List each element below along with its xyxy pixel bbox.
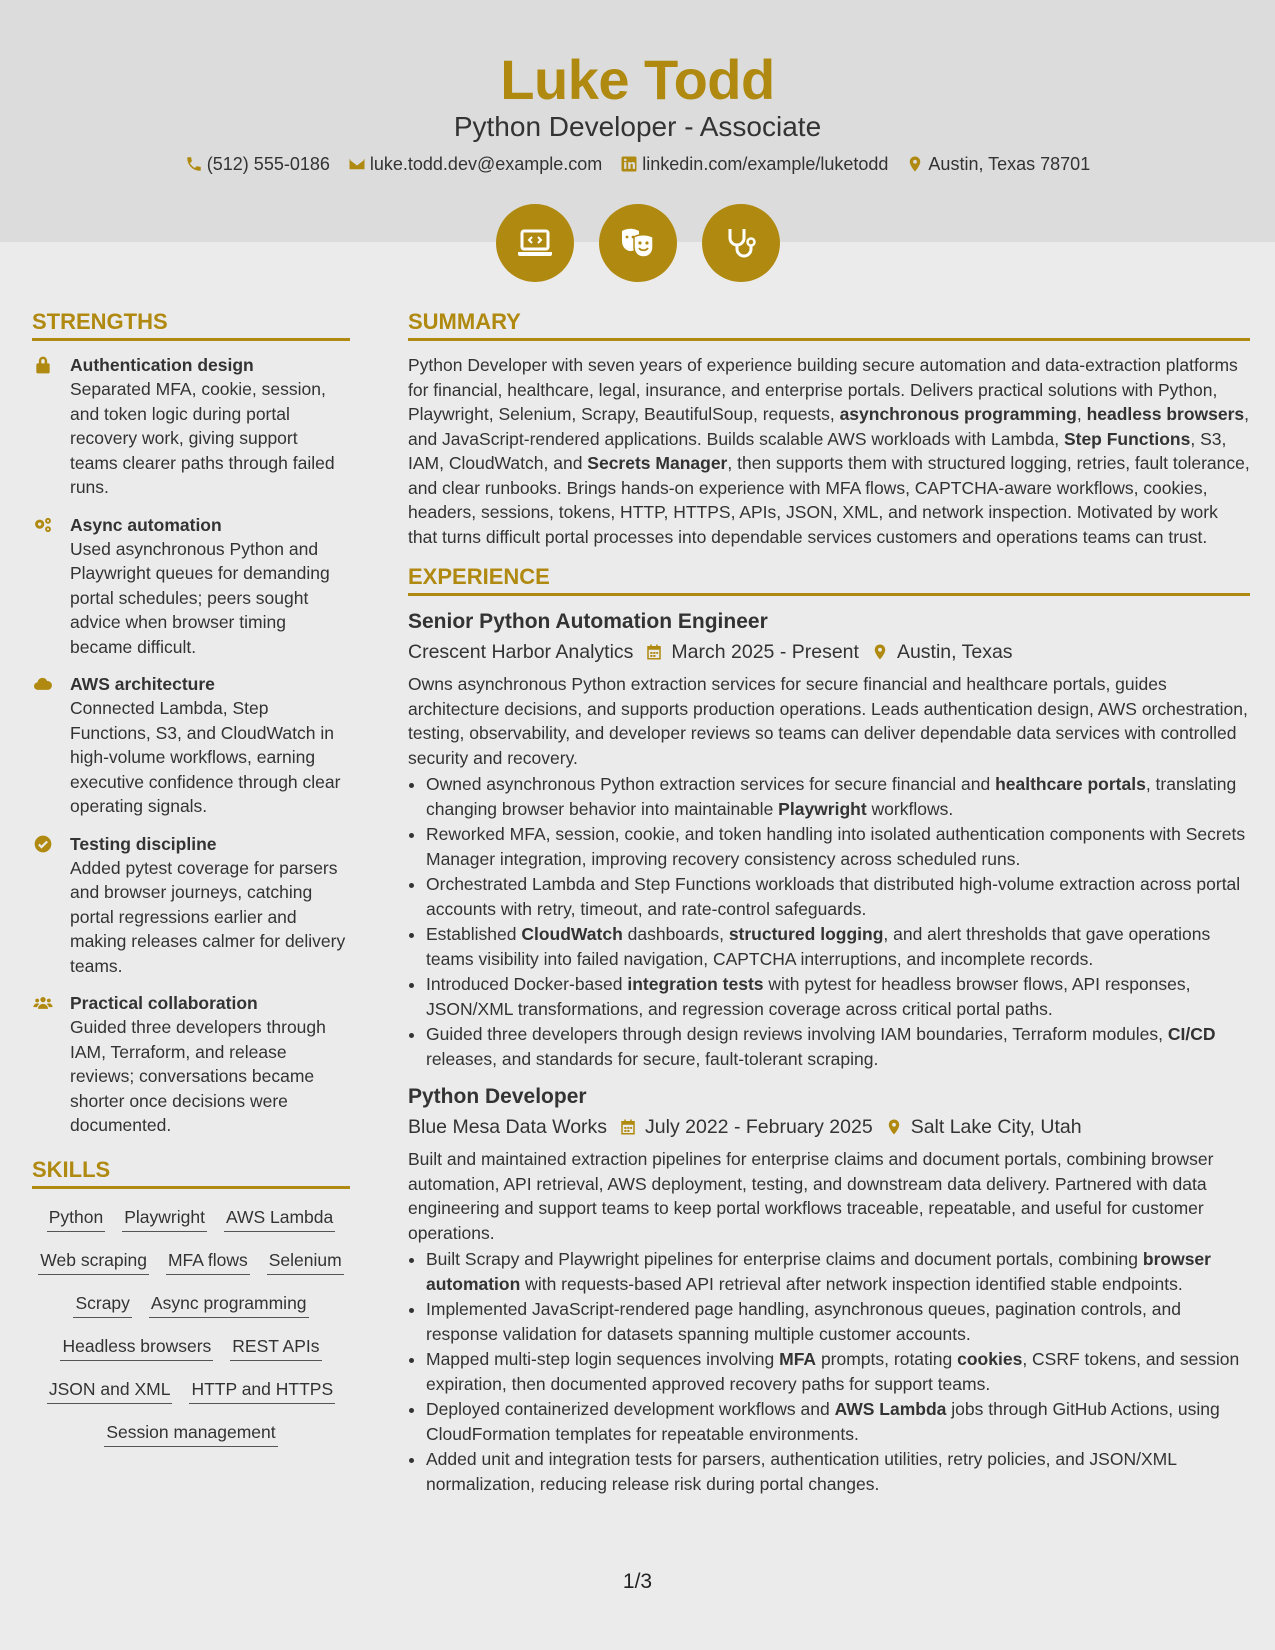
text-run: Established bbox=[426, 924, 522, 944]
users-icon bbox=[32, 993, 54, 1013]
bold-phrase: headless browsers bbox=[1086, 404, 1245, 424]
badge-masks bbox=[599, 204, 677, 282]
bold-phrase: CloudWatch bbox=[521, 924, 623, 944]
contact-location bbox=[906, 152, 1090, 176]
text-run: Built Scrapy and Playwright pipelines for enterprise claims and document portals, combining bbox=[426, 1249, 1143, 1269]
text-run: with requests-based API retrieval after network inspection identified stable endpoints. bbox=[520, 1273, 1183, 1294]
bold-phrase: asynchronous programming bbox=[839, 404, 1077, 424]
phone-icon bbox=[185, 155, 203, 173]
job-location: Salt Lake City, Utah bbox=[910, 1116, 1082, 1138]
map-pin-icon bbox=[906, 155, 924, 173]
text-run: , and alert thresholds that gave operations teams visibility into failed navigation, CAPTCHA interruptions, and incomplete records. bbox=[426, 924, 1211, 969]
contact-linkedin-text: linkedin.com/example/luketodd bbox=[642, 154, 889, 174]
bullet-item bbox=[426, 972, 1250, 1021]
skill-tag: Python bbox=[47, 1205, 105, 1232]
bold-phrase: integration tests bbox=[627, 974, 764, 994]
left-column bbox=[32, 308, 350, 1451]
strength-item bbox=[32, 991, 350, 1138]
strength-desc: Connected Lambda, Step Functions, S3, and CloudWatch in high-volume workflows, earning executive confidence through clear operating signals. bbox=[70, 698, 341, 816]
bold-phrase: Secrets Manager bbox=[587, 453, 728, 473]
strengths-heading: STRENGTHS bbox=[32, 308, 350, 341]
bullet-item bbox=[426, 772, 1250, 821]
job-bullets bbox=[408, 1247, 1250, 1496]
summary-text bbox=[408, 353, 1250, 549]
bold-phrase: browser automation bbox=[426, 1249, 1211, 1294]
envelope-icon bbox=[348, 155, 366, 173]
interest-badges bbox=[0, 204, 1275, 282]
skill-tag: REST APIs bbox=[230, 1334, 321, 1361]
bold-phrase: MFA bbox=[779, 1349, 817, 1369]
bold-phrase: structured logging bbox=[728, 924, 884, 944]
contact-location-text: Austin, Texas 78701 bbox=[928, 154, 1091, 174]
contact-email-text: luke.todd.dev@example.com bbox=[369, 154, 603, 174]
text-run: Reworked MFA, session, cookie, and token handling into isolated authentication components with Secrets Manager integration, improving recovery consistency across scheduled runs. bbox=[426, 824, 1246, 869]
strength-title: AWS architecture bbox=[70, 674, 215, 694]
map-pin-icon bbox=[885, 1118, 903, 1136]
text-run: , translating changing browser behavior into maintainable bbox=[426, 774, 1237, 819]
check-circle-icon bbox=[32, 834, 54, 854]
skill-tag: JSON and XML bbox=[47, 1377, 173, 1404]
candidate-name: Luke Todd bbox=[500, 48, 775, 111]
skill-tag: Async programming bbox=[149, 1291, 309, 1318]
text-run: Implemented JavaScript-rendered page handling, asynchronous queues, pagination controls, and response validation for datasets spanning multiple customer accounts. bbox=[426, 1299, 1181, 1344]
text-run: Introduced Docker-based bbox=[426, 974, 628, 994]
bullet-item bbox=[426, 872, 1250, 921]
job-title: Senior Python Automation Engineer bbox=[408, 610, 768, 633]
text-run: Mapped multi-step login sequences involving bbox=[426, 1349, 780, 1369]
calendar-icon bbox=[619, 1118, 637, 1136]
contact-email[interactable] bbox=[348, 152, 602, 176]
text-run: , CSRF tokens, and session expiration, then documented approved recovery paths for support teams. bbox=[426, 1349, 1240, 1394]
right-column bbox=[408, 308, 1250, 1508]
job-company: Blue Mesa Data Works bbox=[408, 1116, 608, 1138]
job-entry bbox=[408, 1083, 1250, 1496]
text-run: Owned asynchronous Python extraction services for secure financial and bbox=[426, 774, 996, 794]
badge-laptop bbox=[496, 204, 574, 282]
bold-phrase: cookies bbox=[957, 1349, 1023, 1369]
bullet-item bbox=[426, 1297, 1250, 1346]
calendar-icon bbox=[645, 643, 663, 661]
job-entry bbox=[408, 608, 1250, 1071]
skill-tag: HTTP and HTTPS bbox=[189, 1377, 335, 1404]
summary-heading: SUMMARY bbox=[408, 308, 1250, 341]
text-run: Guided three developers through design reviews involving IAM boundaries, Terraform modules, bbox=[426, 1024, 1168, 1044]
bold-phrase: AWS Lambda bbox=[834, 1399, 947, 1419]
strength-item bbox=[32, 832, 350, 979]
text-run: Deployed containerized development workflows and bbox=[426, 1399, 835, 1419]
strength-item bbox=[32, 513, 350, 660]
strength-title: Testing discipline bbox=[70, 833, 217, 854]
laptop-code-icon bbox=[515, 223, 555, 263]
strength-title: Authentication design bbox=[70, 355, 254, 375]
contact-phone-text: (512) 555-0186 bbox=[206, 154, 330, 174]
strength-item bbox=[32, 353, 350, 500]
gears-icon bbox=[32, 515, 54, 535]
bullet-item bbox=[426, 1347, 1250, 1396]
skill-tag: Headless browsers bbox=[60, 1334, 213, 1361]
lock-icon bbox=[32, 355, 54, 375]
text-run: , S3, IAM, CloudWatch, and bbox=[408, 428, 1227, 473]
text-run: workflows. bbox=[866, 798, 954, 819]
strength-title: Async automation bbox=[70, 514, 222, 535]
job-summary: Built and maintained extraction pipelines for enterprise claims and document portals, combining browser automation, API retrieval, AWS deployment, testing, and downstream data delivery. Partnered with data engineering and support teams to keep portal workflows traceable, repeatable, and useful for customer operations. bbox=[408, 1149, 1214, 1243]
experience-heading: EXPERIENCE bbox=[408, 563, 1250, 596]
text-run: , bbox=[1076, 404, 1087, 424]
page-number: 1/3 bbox=[622, 1570, 653, 1593]
bullet-item bbox=[426, 1022, 1250, 1071]
stethoscope-icon bbox=[721, 223, 761, 263]
skill-tag: Playwright bbox=[122, 1205, 207, 1232]
strength-item bbox=[32, 672, 350, 819]
strength-title: Practical collaboration bbox=[70, 993, 258, 1013]
text-run: Added unit and integration tests for parsers, authentication utilities, retry policies, and JSON/XML normalization, reducing release risk during portal changes. bbox=[426, 1449, 1177, 1494]
cloud-icon bbox=[32, 674, 54, 694]
bullet-item bbox=[426, 1397, 1250, 1446]
job-bullets bbox=[408, 772, 1250, 1071]
bold-phrase: Step Functions bbox=[1063, 428, 1191, 449]
contact-linkedin[interactable] bbox=[620, 152, 888, 176]
text-run: with pytest for headless browser flows, API responses, JSON/XML transformations, and regression coverage across critical portal paths. bbox=[426, 974, 1191, 1019]
bold-phrase: CI/CD bbox=[1167, 1024, 1216, 1044]
skills-heading: SKILLS bbox=[32, 1156, 350, 1189]
bold-phrase: healthcare portals bbox=[995, 774, 1146, 794]
badge-stethoscope bbox=[702, 204, 780, 282]
job-meta bbox=[408, 638, 1250, 666]
job-dates: March 2025 - Present bbox=[671, 641, 859, 663]
bullet-item bbox=[426, 1247, 1250, 1296]
theater-masks-icon bbox=[618, 223, 658, 263]
strength-desc: Added pytest coverage for parsers and browser journeys, catching portal regressions earlier and making releases calmer for delivery teams. bbox=[70, 857, 346, 976]
bold-phrase: Playwright bbox=[778, 798, 867, 819]
skill-tag: Scrapy bbox=[73, 1291, 131, 1318]
job-location: Austin, Texas bbox=[896, 641, 1013, 663]
contact-phone[interactable] bbox=[185, 152, 330, 176]
job-meta bbox=[408, 1113, 1250, 1141]
text-run: , then supports them with structured logging, retries, fault tolerance, and clear runbooks. Brings hands-on experience with MFA flows, CAPTCHA-aware workflows, cookies, headers, sessions, tokens, HTTP, HTTPS, APIs, JSON, XML, and network inspection. Motivated by work that turns difficult portal processes into dependable services customers and operations teams can trust. bbox=[408, 453, 1250, 547]
linkedin-icon bbox=[620, 155, 638, 173]
job-dates: July 2022 - February 2025 bbox=[645, 1116, 873, 1138]
job-title: Python Developer bbox=[408, 1085, 587, 1108]
text-run: dashboards, bbox=[622, 924, 729, 944]
bullet-item bbox=[426, 822, 1250, 871]
skill-tag: MFA flows bbox=[166, 1248, 250, 1275]
skill-tag: Session management bbox=[104, 1420, 277, 1447]
bullet-item bbox=[426, 922, 1250, 971]
text-run: releases, and standards for secure, fault-tolerant scraping. bbox=[426, 1048, 879, 1069]
bullet-item bbox=[426, 1447, 1250, 1496]
skill-tag: Web scraping bbox=[38, 1248, 149, 1275]
map-pin-icon bbox=[871, 643, 889, 661]
skills-list bbox=[32, 1201, 350, 1451]
job-summary: Owns asynchronous Python extraction services for secure financial and healthcare portals, guides architecture decisions, and supports production operations. Leads authentication design, AWS orchestration, testing, observability, and developer reviews so teams can deliver dependable data services with controlled security and recovery. bbox=[408, 674, 1248, 768]
skill-tag: Selenium bbox=[267, 1248, 344, 1275]
strength-desc: Used asynchronous Python and Playwright queues for demanding portal schedules; peers sought advice when browser timing became difficult. bbox=[70, 538, 330, 657]
contact-bar bbox=[0, 152, 1275, 176]
text-run: Orchestrated Lambda and Step Functions workloads that distributed high-volume extraction across portal accounts with retry, timeout, and rate-control safeguards. bbox=[426, 874, 1241, 919]
text-run: prompts, rotating bbox=[816, 1349, 958, 1369]
strength-desc: Separated MFA, cookie, session, and token logic during portal recovery work, giving support teams clearer paths through failed runs. bbox=[70, 379, 335, 497]
strength-desc: Guided three developers through IAM, Terraform, and release reviews; conversations became shorter once decisions were documented. bbox=[70, 1017, 326, 1135]
skill-tag: AWS Lambda bbox=[224, 1205, 335, 1232]
candidate-title: Python Developer - Associate bbox=[453, 111, 822, 142]
text-run: Python Developer with seven years of experience building secure automation and data-extraction platforms for financial, healthcare, legal, insurance, and enterprise portals. Delivers practical solutions with Python, Playwright, Selenium, Scrapy, BeautifulSoup, requests, bbox=[408, 355, 1238, 424]
text-run: jobs through GitHub Actions, using CloudFormation templates for repeatable environments. bbox=[426, 1399, 1220, 1444]
text-run: , and JavaScript-rendered applications. Builds scalable AWS workloads with Lambda, bbox=[408, 404, 1250, 449]
job-company: Crescent Harbor Analytics bbox=[408, 641, 634, 663]
